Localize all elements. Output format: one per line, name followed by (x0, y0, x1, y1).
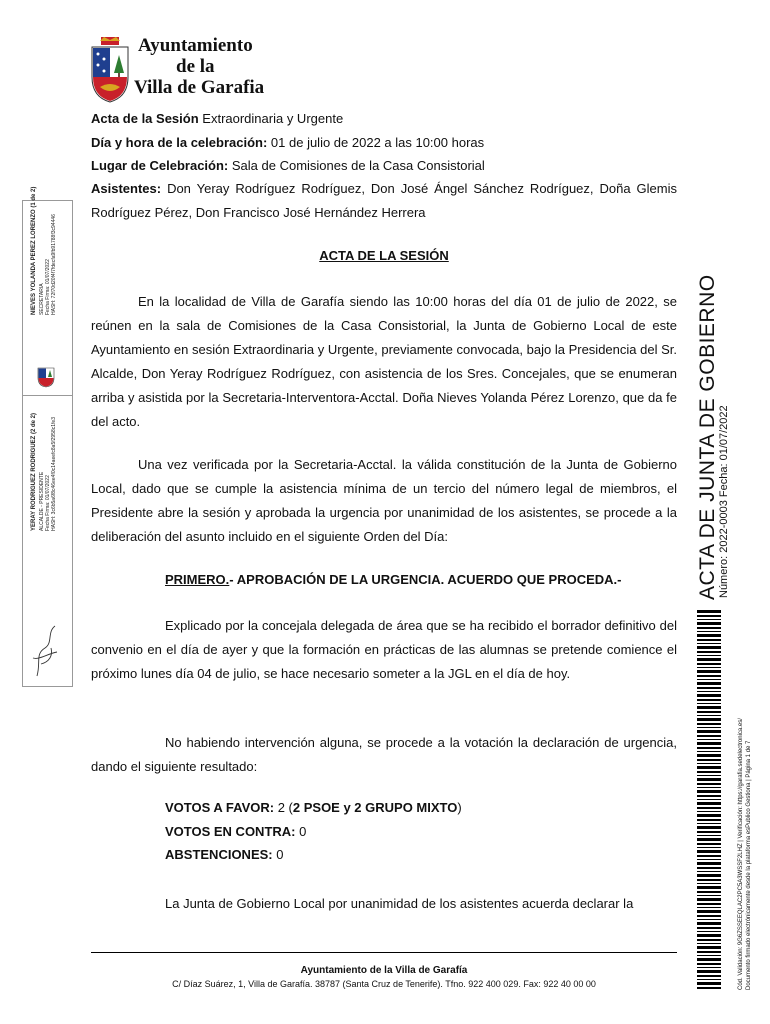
side-verification-code: Cód. Validación: 9G6ZSSEEQLAC2PC5A3WSSF2LHZ | Verificación: https://garafia.sedelectronica.es/ (738, 718, 744, 990)
side-document-title: ACTA DE JUNTA DE GOBIERNO (696, 274, 719, 600)
signature-2-hash: HASH: 3c6b5a6f8c46ee4f0c14aeefc8a5f2958c1fe3 (51, 417, 57, 531)
logo-line-3: Villa de Garafia (134, 77, 265, 98)
footer-address: C/ Díaz Suárez, 1, Villa de Garafía. 38787 (Santa Cruz de Tenerife). Tfno. 922 400 029. Fax: 922 40 00 00 (172, 979, 596, 989)
votes-contra-count: 0 (299, 824, 307, 839)
signature-2-name: YERAY RODRIGUEZ RODRIGUEZ (2 de 2) (31, 412, 37, 531)
meta-lugar-label: Lugar de Celebración: (91, 158, 229, 173)
votes-favor-detail: 2 PSOE y 2 GRUPO MIXTO (292, 800, 458, 815)
coat-of-arms-small-icon (37, 366, 55, 388)
paragraph-4: No habiendo intervención alguna, se procede a la votación la declaración de urgencia, dando el siguiente resultado: (91, 735, 677, 774)
paragraph-2: Una vez verificada por la Secretaria-Acctal. la válida constitución de la Junta de Gobierno Local, dado que se cumple la asistencia mínima de un tercio del número legal de miembros, el Presidente abre la sesión y aprobada la urgencia por unanimidad de los asistentes, se procede a la deliberación del asunto incluido en el siguiente Orden del Día: (91, 457, 677, 544)
votes-favor-label: VOTOS A FAVOR: (165, 800, 275, 815)
meta-lugar-value: Sala de Comisiones de la Casa Consistorial (231, 158, 485, 173)
side-document-number-date: Número: 2022-0003 Fecha: 01/07/2022 (718, 405, 730, 598)
signature-box-2 (22, 395, 73, 687)
signature-1-name: NIEVES YOLANDA PEREZ LORENZO (1 de 2) (31, 186, 37, 315)
votes-abstenciones (165, 847, 283, 862)
paragraph-3: Explicado por la concejala delegada de área que se ha recibido el borrador definitivo del convenio en el día de ayer y que la formación en prácticas de las alumnas se pretende comience el próximo lunes día 04 de julio, se hace necesario someter a la JGL en el día de hoy. (91, 618, 677, 681)
section-title: ACTA DE LA SESIÓN (319, 248, 449, 263)
meta-fecha (91, 131, 677, 155)
meta-fecha-value: 01 de julio de 2022 a las 10:00 horas (270, 135, 485, 150)
footer-divider (91, 952, 677, 953)
votes-favor-count: 2 (277, 800, 285, 815)
votes-contra-label: VOTOS EN CONTRA: (165, 824, 296, 839)
municipality-logo (90, 35, 280, 105)
logo-line-2: de la (176, 56, 215, 77)
votes-contra (165, 824, 306, 839)
coat-of-arms-icon (90, 37, 130, 103)
votes-abstenciones-label: ABSTENCIONES: (165, 847, 273, 862)
barcode (697, 610, 721, 990)
signature-1-role: SECRETARIA (39, 283, 45, 315)
signature-2-role: ALCALDE - PRESIDENTE (39, 471, 45, 531)
agenda-item (165, 572, 621, 587)
meta-fecha-label: Día y hora de la celebración: (91, 135, 268, 150)
logo-line-1: Ayuntamiento (138, 35, 253, 56)
handwritten-signature (27, 618, 67, 680)
agenda-item-label: PRIMERO. (165, 572, 230, 587)
meta-asistentes-value: Don Yeray Rodríguez Rodríguez, Don José Ángel Sánchez Rodríguez, Doña Glemis Rodríguez Pérez, Don Francisco José Hernández Herrera (91, 181, 677, 220)
signature-2-date: Fecha Firma: 01/07/2022 (45, 475, 51, 531)
votes-abstenciones-count: 0 (276, 847, 284, 862)
meta-lugar (91, 154, 677, 178)
meta-asistentes (91, 177, 677, 224)
paragraph-5: La Junta de Gobierno Local por unanimidad de los asistentes acuerda declarar la (165, 896, 634, 911)
side-signature-note: Documento firmado electrónicamente desde la plataforma esPublico Gestiona | Página 1 de 7 (746, 740, 752, 990)
paragraph-1: En la localidad de Villa de Garafía siendo las 10:00 horas del día 01 de julio de 2022, se reúnen en la sala de Comisiones de la Casa Consistorial, la Junta de Gobierno Local de este Ayuntamiento en sesión Extraordinaria y Urgente, previamente convocada, bajo la Presidencia del Sr. Alcalde, Don Yeray Rodríguez Rodríguez, con asistencia de los Sres. Concejales, que se enumeran arriba y asistida por la Secretaria-Interventora-Acctal. Doña Nieves Yolanda Pérez Lorenzo, que da fe del acto. (91, 294, 677, 429)
agenda-item-text: - APROBACIÓN DE LA URGENCIA. ACUERDO QUE PROCEDA.- (229, 572, 622, 587)
signature-1-date: Fecha Firma: 01/07/2022 (45, 259, 51, 315)
meta-acta-label: Acta de la Sesión (91, 111, 199, 126)
signature-box-1 (22, 186, 73, 397)
footer-name: Ayuntamiento de la Villa de Garafía (300, 965, 468, 976)
logo-text (134, 35, 284, 98)
signature-1-hash: HASH: 72f70d20f4f7fdecfa9fb91788f3c94446 (51, 214, 57, 315)
meta-acta (91, 107, 677, 131)
votes-favor: VOTOS A FAVOR: 2 (2 PSOE y 2 GRUPO MIXTO) (165, 800, 462, 815)
meta-acta-value: Extraordinaria y Urgente (202, 111, 344, 126)
meta-asistentes-label: Asistentes: (91, 181, 162, 196)
